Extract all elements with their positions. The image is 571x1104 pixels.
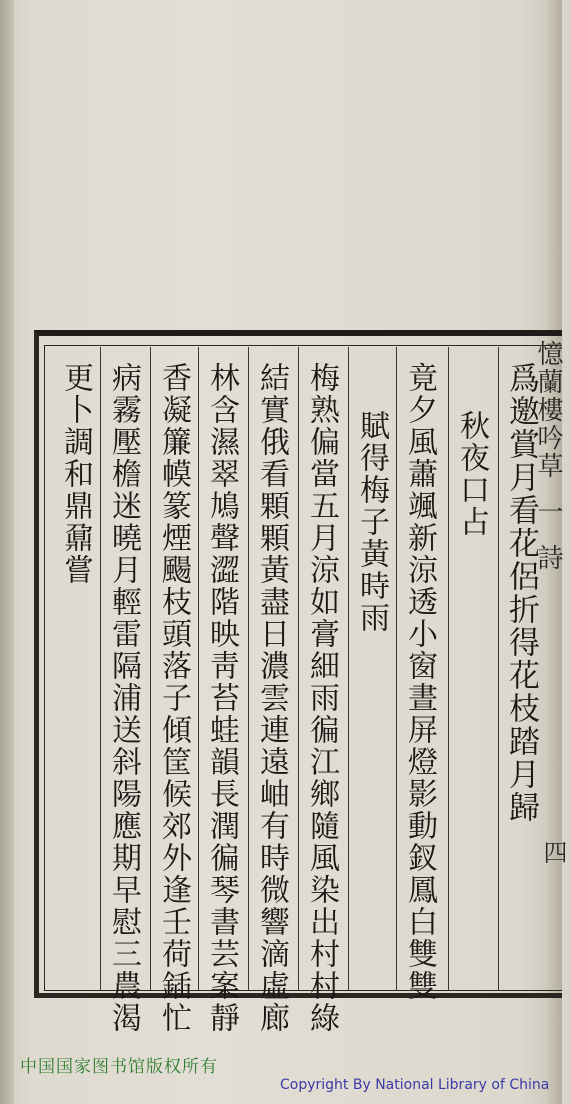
verse-line: 竟夕風蕭颯新涼透小窗晝屏燈影動釵鳳白雙雙	[402, 362, 437, 1002]
column-rule	[348, 347, 349, 990]
verse-line: 梅熟偏當五月涼如膏細雨徧江鄉隨風染出村村綠	[304, 362, 339, 1034]
verse-line: 結實俄看顆顆黃盡日濃雲連遠岫有時微響滴虛廊	[254, 362, 289, 1034]
binding-edge	[0, 0, 14, 1104]
column-rule	[198, 347, 199, 990]
verse-line: 林含濕翠鳩聲澀階映靑苔蛙韻長潤徧琴書芸案靜	[204, 362, 239, 1034]
column-rule	[100, 347, 101, 990]
page-number: 四	[539, 840, 567, 864]
poem-title-2: 秋夜口占	[454, 410, 489, 538]
verse-line: 更卜調和鼎鼐嘗	[58, 362, 93, 586]
section-label: 詩	[533, 544, 563, 572]
verse-line: 香凝簾幙篆煙颺枝頭落子傾筐候郊外逢壬荷鍤忙	[156, 362, 191, 1034]
watermark-cn: 中国国家图书馆版权所有	[20, 1057, 218, 1077]
verse-line: 病霧壓檐迷曉月輕雷隔浦送斜陽應期早慰三農渴	[106, 362, 141, 1034]
column-rule	[448, 347, 449, 990]
column-rule	[150, 347, 151, 990]
column-rule	[298, 347, 299, 990]
poem-title-1: 爲邀賞月看花侶折得花枝踏月歸	[503, 362, 539, 824]
book-title: 憶蘭樓吟草	[533, 340, 563, 480]
volume-number: 一	[533, 498, 563, 526]
poem-title-3: 賦得梅子黃時雨	[354, 410, 389, 634]
column-rule	[498, 347, 499, 990]
column-rule	[248, 347, 249, 990]
watermark-en: Copyright By National Library of China	[280, 1077, 550, 1093]
column-rule	[396, 347, 397, 990]
